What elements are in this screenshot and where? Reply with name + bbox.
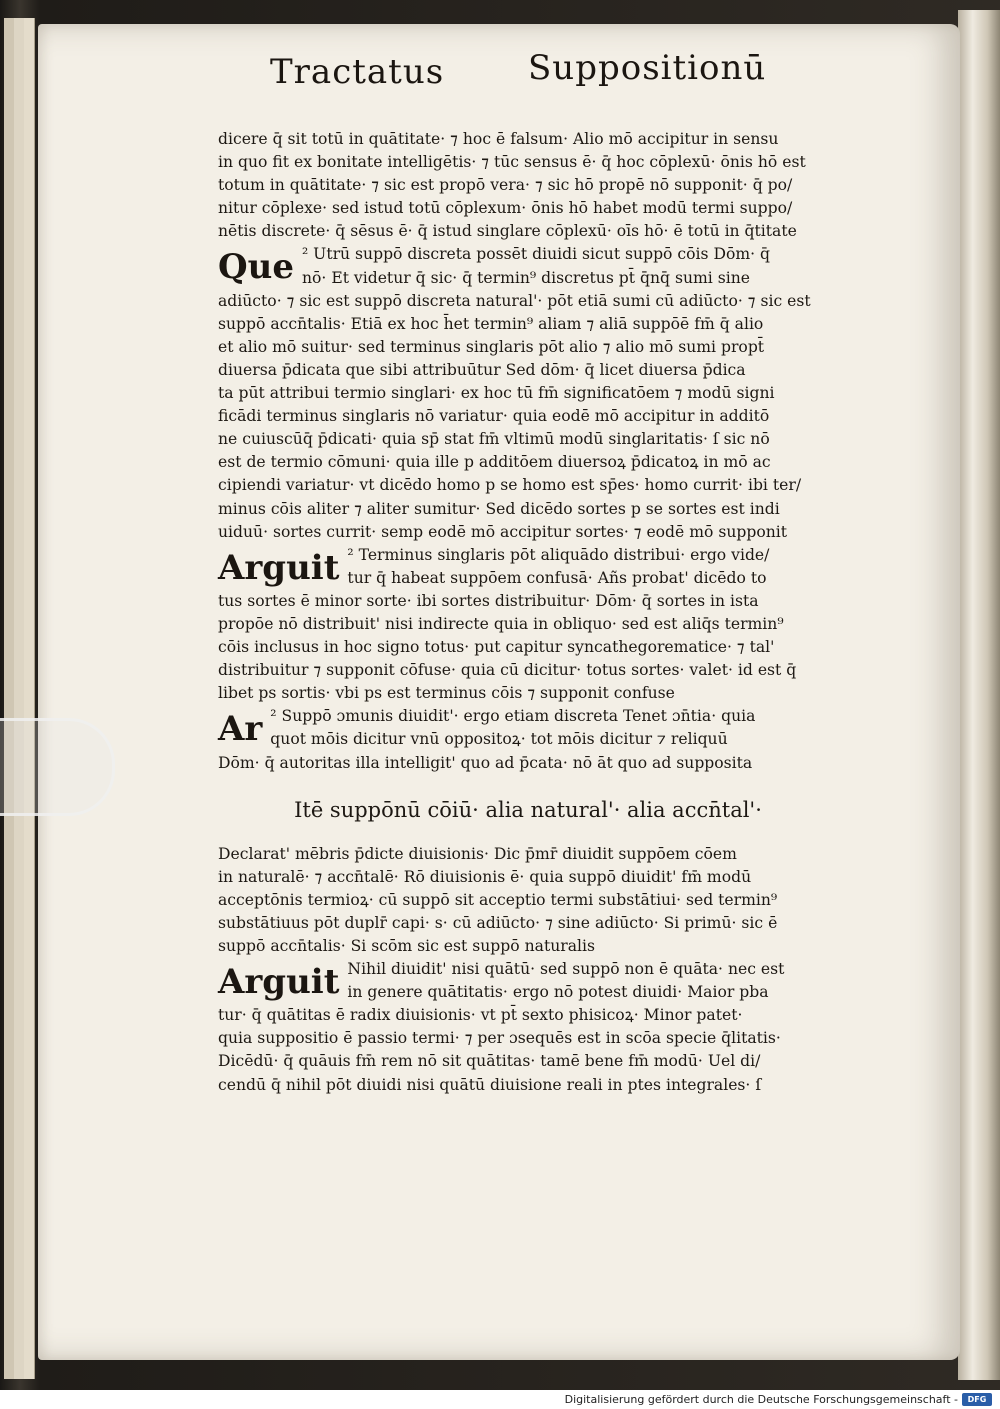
dfg-logo-icon: DFG (962, 1393, 992, 1406)
text-line: minus cōis aliter ⁊ aliter sumitur· Sed dicēdo sortes p se sortes est indi (218, 499, 780, 518)
text-line: substātiuus pōt duplr̄ capi· s· cū adiūcto· ⁊ sine adiūcto· Si primū· sic ē (218, 913, 778, 932)
text-line: tur q̄ habeat suppōem confusā· Añs probat' dicēdo to (347, 568, 767, 587)
text-line: suppō accn̄talis· Etiā ex hoc h̄et termin⁹ aliam ⁊ aliā suppōē fm̄ q̄ alio (218, 314, 764, 333)
running-head-right: Suppositionū (528, 48, 767, 88)
text-line: in naturalē· ⁊ accn̄talē· Rō diuisionis ē· quia suppō diuidit' fm̄ modū (218, 867, 752, 886)
text-line: nō· Et videtur q̄ sic· q̄ termin⁹ discretus pt̄ q̄nq̄ sumi sine (301, 268, 750, 287)
text-line: libet ps sortis· vbi ps est terminus cōis ⁊ supponit confuse (218, 684, 675, 703)
page-clip (0, 718, 115, 816)
page-edge (24, 18, 35, 1379)
question-paragraph (218, 243, 838, 543)
argument-paragraph-1 (218, 544, 838, 706)
footer-bar (0, 1390, 1000, 1409)
text-line: ta pūt attribui termio singlari· ex hoc tū fm̄ significatōem ⁊ modū signi (218, 384, 775, 403)
text-line: cōis inclusus in hoc signo totus· put capitur syncathegorematice· ⁊ tal' (218, 638, 775, 657)
argument-paragraph-3 (218, 958, 838, 1027)
text-block (218, 128, 838, 1097)
text-line: quia suppositio ē passio termi· ⁊ per ɔsequēs est in scōa specie q̄litatis· (218, 1029, 781, 1048)
text-line: Nihil diuidit' nisi quātū· sed suppō non ē quāta· nec est (347, 960, 785, 979)
paragraph-1 (218, 128, 838, 243)
text-line: ² Terminus singlaris pōt aliquādo distribui· ergo vide/ (347, 545, 770, 564)
text-line: acceptōnis termioꝝ· cū suppō sit acceptio termi substātiui· sed termin⁹ (218, 890, 778, 909)
text-line: totum in quātitate· ⁊ sic est propō vera· ⁊ sic hō propē nō supponit· q̄ po/ (218, 176, 793, 195)
book-fore-edge (958, 10, 1000, 1380)
text-line: tur· q̄ quātitas ē radix diuisionis· vt pt̄ sexto phisicoꝝ· Minor patet· (218, 1006, 743, 1025)
paragraph-3 (218, 1027, 838, 1096)
text-line: distribuitur ⁊ supponit cōfuse· quia cū dicitur· totus sortes· valet· id est q̄ (218, 661, 797, 680)
text-line: cendū q̄ nihil pōt diuidi nisi quātū diuisione reali in ptes integrales· ſ (218, 1075, 762, 1094)
text-line: cipiendi variatur· vt dicēdo homo p se homo est sp̄es· homo currit· ibi ter/ (218, 476, 802, 495)
text-line: propōe nō distribuit' nisi indirecte quia in obliquo· sed est aliq̄s termin⁹ (218, 614, 784, 633)
text-line: uiduū· sortes currit· semp eodē mō accipitur sortes· ⁊ eodē mō supponit (218, 522, 788, 541)
text-line: diuersa p̄dicata que sibi attribuūtur Sed dōm· q̄ licet diuersa p̄dica (218, 360, 746, 379)
text-line: et alio mō suitur· sed terminus singlaris pōt alio ⁊ alio mō sumi propt̄ (218, 337, 765, 356)
text-line: Declarat' mēbris p̄dicte diuisionis· Dic p̄mr̄ diuidit suppōem cōem (218, 844, 737, 863)
argument-initial: Arguit (218, 547, 340, 588)
text-line: adiūcto· ⁊ sic est suppō discreta natural'· pōt etiā sumi cū adiūcto· ⁊ sic est (218, 291, 811, 310)
section-heading: Itē suppōnū cōiū· alia natural'· alia accn̄tal'· (294, 797, 762, 822)
running-head-left: Tractatus (270, 52, 445, 92)
text-line: in genere quātitatis· ergo nō potest diuidi· Maior pba (347, 983, 769, 1002)
text-line: ne cuiuscūq̄ p̄dicati· quia sp̄ stat fm̄ vltimū modū singlaritatis· ſ sic nō (218, 430, 770, 449)
text-line: tus sortes ē minor sorte· ibi sortes distribuitur· Dōm· q̄ sortes in ista (218, 591, 759, 610)
argument-initial: Arguit (218, 962, 340, 1003)
text-line: dicere q̄ sit totū in quātitate· ⁊ hoc ē falsum· Alio mō accipitur in sensu (218, 130, 779, 148)
text-line: nētis discrete· q̄ sēsus ē· q̄ istud singlare cōplexū· oīs hō· ē totū in q̄titate (218, 222, 797, 241)
question-initial: Que (218, 247, 294, 288)
running-head (270, 48, 770, 98)
footer-credit: Digitalisierung gefördert durch die Deutsche Forschungsgemeinschaft - (564, 1393, 958, 1406)
text-line: Dicēdū· q̄ quāuis fm̄ rem nō sit quātitas· tamē bene fm̄ modū· Uel di/ (218, 1052, 761, 1071)
paragraph-2 (218, 843, 838, 958)
text-line: ² Suppō ɔmunis diuidit'· ergo etiam discreta Tenet ɔn̄tia· quia (270, 707, 756, 726)
text-line: suppō accn̄talis· Si scōm sic est suppō naturalis (218, 937, 595, 955)
text-line: est de termio cōmuni· quia ille p additōem diuersoꝝ p̄dicatoꝝ in mō ac (218, 453, 771, 472)
text-line: in quo fit ex bonitate intelligētis· ⁊ tūc sensus ē· q̄ hoc cōplexū· ōnis hō est (218, 153, 806, 172)
text-line: Dōm· q̄ autoritas illa intelligit' quo ad p̄cata· nō āt quo ad supposita (218, 753, 753, 772)
argument-paragraph-2 (218, 705, 838, 774)
text-line: ² Utrū suppō discreta possēt diuidi sicut suppō cōis Dōm· q̄ (301, 245, 771, 264)
text-line: nitur cōplexe· sed istud totū cōplexum· ōnis hō habet modū termi suppo/ (218, 199, 793, 218)
text-line: quot mōis dicitur vnū oppositoꝝ· tot mōis dicitur ⁊ reliquū (270, 730, 728, 749)
text-line: ficādi terminus singlaris nō variatur· quia eodē mō accipitur in additō (218, 407, 770, 426)
argument-initial: Ar (218, 709, 263, 750)
